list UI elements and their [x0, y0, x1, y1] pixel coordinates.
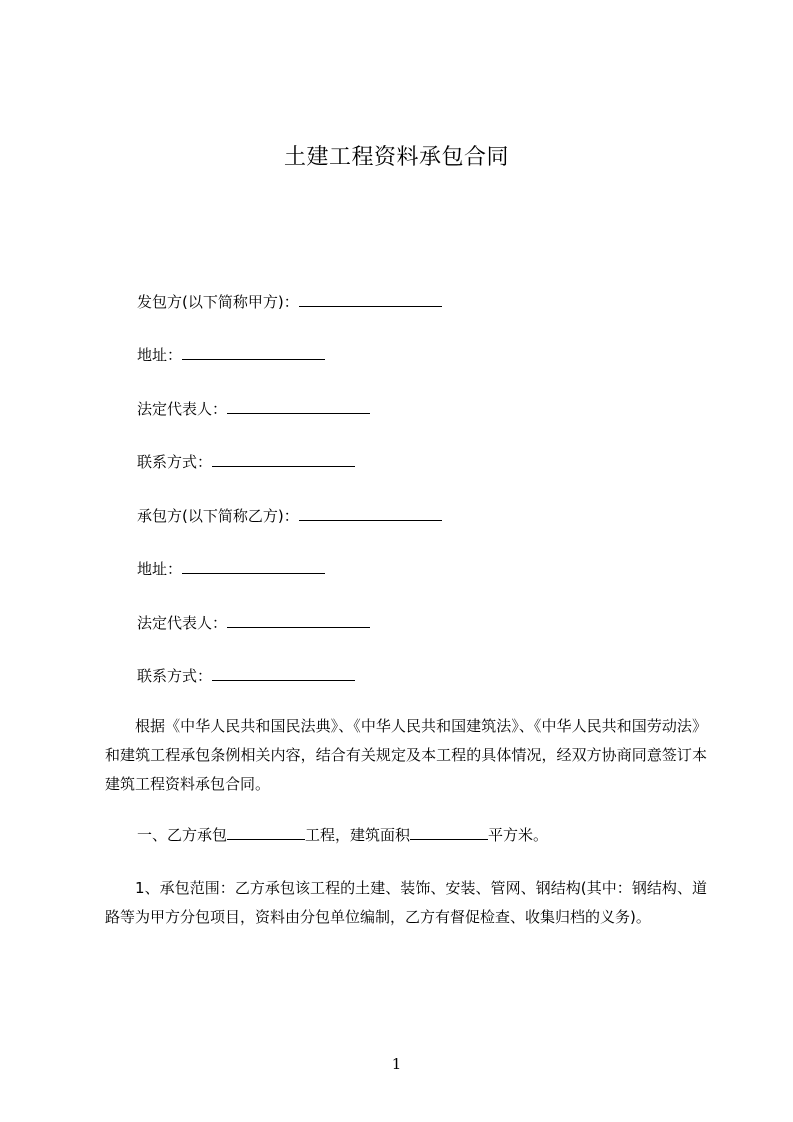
party-a-contact-blank — [212, 452, 355, 467]
party-b-contact-blank — [212, 666, 355, 681]
preamble-paragraph: 根据《中华人民共和国民法典》、《中华人民共和国建筑法》、《中华人民共和国劳动法》和建筑工程承包条例相关内容，结合有关规定及本工程的具体情况，经双方协商同意签订本建筑工程资料承包合同。 — [105, 717, 707, 793]
clause-1-prefix: 一、乙方承包 — [137, 826, 228, 844]
party-b-address-label: 地址： — [137, 560, 183, 578]
party-a-address-label: 地址： — [137, 346, 183, 364]
party-b-label: 承包方(以下简称乙方)： — [137, 507, 299, 525]
clause-1-1-paragraph: 1、承包范围：乙方承包该工程的土建、装饰、安装、管网、钢结构(其中：钢结构、道路等为甲方分包项目，资料由分包单位编制，乙方有督促检查、收集归档的义务)。 — [105, 879, 707, 926]
party-b-contact-label: 联系方式： — [137, 667, 213, 685]
clause-1-suffix: 平方米。 — [488, 826, 549, 844]
clause-1-project-blank — [227, 825, 305, 840]
party-b-address-field — [137, 558, 325, 579]
party-b-field — [137, 505, 442, 526]
party-a-legal-rep-label: 法定代表人： — [137, 400, 228, 418]
party-a-legal-rep-blank — [227, 399, 370, 414]
document-title: 土建工程资料承包合同 — [283, 145, 509, 170]
party-b-legal-rep-blank — [227, 613, 370, 628]
party-b-address-blank — [182, 559, 325, 574]
clause-1-area-blank — [410, 825, 488, 840]
party-a-address-field — [137, 344, 325, 365]
party-b-legal-rep-field — [137, 612, 370, 633]
party-a-contact-label: 联系方式： — [137, 453, 213, 471]
party-a-legal-rep-field — [137, 398, 370, 419]
party-b-legal-rep-label: 法定代表人： — [137, 614, 228, 632]
page-number: 1 — [391, 1055, 402, 1073]
party-b-blank — [299, 506, 442, 521]
party-a-contact-field — [137, 451, 355, 472]
clause-1-middle: 工程，建筑面积 — [305, 826, 411, 844]
party-a-field — [137, 291, 442, 312]
clause-1 — [137, 824, 548, 845]
party-a-label: 发包方(以下简称甲方)： — [137, 293, 299, 311]
party-a-address-blank — [182, 345, 325, 360]
party-b-contact-field — [137, 665, 355, 686]
party-a-blank — [299, 292, 442, 307]
